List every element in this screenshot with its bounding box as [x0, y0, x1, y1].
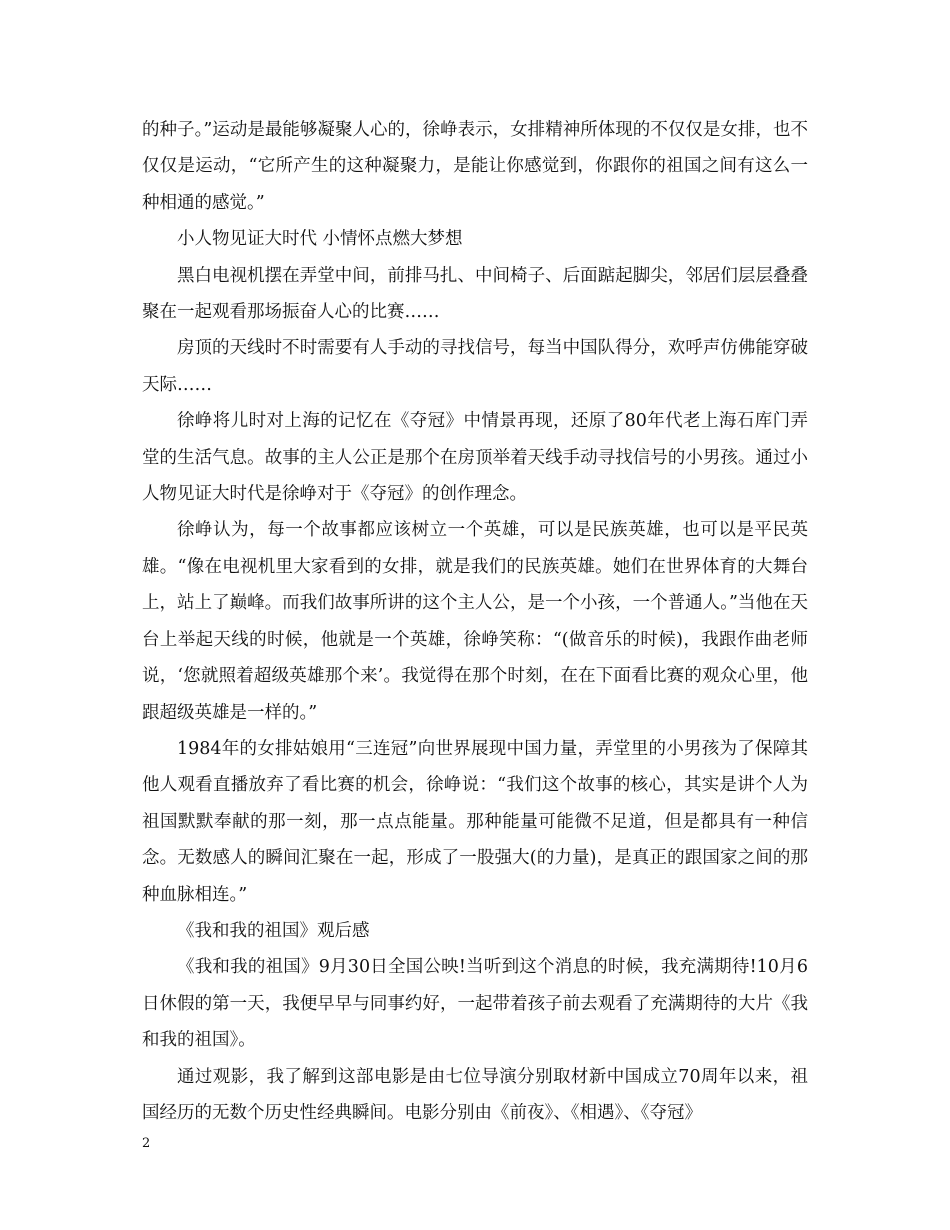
- section-heading-small-people: 小人物见证大时代 小情怀点燃大梦想: [177, 229, 463, 250]
- paragraph-3: 黑白电视机摆在弄堂中间，前排马扎、中间椅子、后面踮起脚尖，邻居们层层叠叠聚在一起观看那场振奋人心的比赛……: [142, 265, 808, 323]
- document-body: [142, 112, 808, 1131]
- page-number: 2: [142, 1136, 151, 1151]
- paragraph-6: 徐峥认为，每一个故事都应该树立一个英雄，可以是民族英雄，也可以是平民英雄。“像在电视机里大家看到的女排，就是我们的民族英雄。她们在世界体育的大舞台上，站上了巅峰。而我们故事所讲的这个主人公，是一个小孩，一个普通人。”当他在天台上举起天线的时候，他就是一个英雄，徐峥笑称：“(做音乐的时候)，我跟作曲老师说，‘您就照着超级英雄那个来’。我觉得在那个时刻，在在下面看比赛的观众心里，他跟超级英雄是一样的。”: [142, 520, 808, 723]
- paragraph-1: 的种子。”运动是最能够凝聚人心的，徐峥表示，女排精神所体现的不仅仅是女排，也不仅仅是运动，“它所产生的这种凝聚力，是能让你感觉到，你跟你的祖国之间有这么一种相通的感觉。”: [142, 120, 808, 213]
- paragraph-10: 通过观影，我了解到这部电影是由七位导演分别取材新中国成立70周年以来，祖国经历的无数个历史性经典瞬间。电影分别由《前夜》、《相遇》、《夺冠》: [142, 1066, 808, 1123]
- paragraph-9: 《我和我的祖国》9月30日全国公映!当听到这个消息的时候，我充满期待!10月6日休假的第一天，我便早早与同事约好，一起带着孩子前去观看了充满期待的大片《我和我的祖国》。: [142, 957, 808, 1051]
- section-heading-review: 《我和我的祖国》观后感: [177, 920, 370, 941]
- paragraph-7: 1984年的女排姑娘用“三连冠”向世界展现中国力量，弄堂里的小男孩为了保障其他人观看直播放弃了看比赛的机会，徐峥说：“我们这个故事的核心，其实是讲个人为祖国默默奉献的那一刻，那一点点能量。那种能量可能微不足道，但是都具有一种信念。无数感人的瞬间汇聚在一起，形成了一股强大(的力量)，是真正的跟国家之间的那种血脉相连。”: [142, 738, 808, 905]
- paragraph-4: 房顶的天线时不时需要有人手动的寻找信号，每当中国队得分，欢呼声仿佛能穿破天际……: [142, 338, 808, 395]
- paragraph-5: 徐峥将儿时对上海的记忆在《夺冠》中情景再现，还原了80年代老上海石库门弄堂的生活气息。故事的主人公正是那个在房顶举着天线手动寻找信号的小男孩。通过小人物见证大时代是徐峥对于《夺冠》的创作理念。: [142, 411, 808, 505]
